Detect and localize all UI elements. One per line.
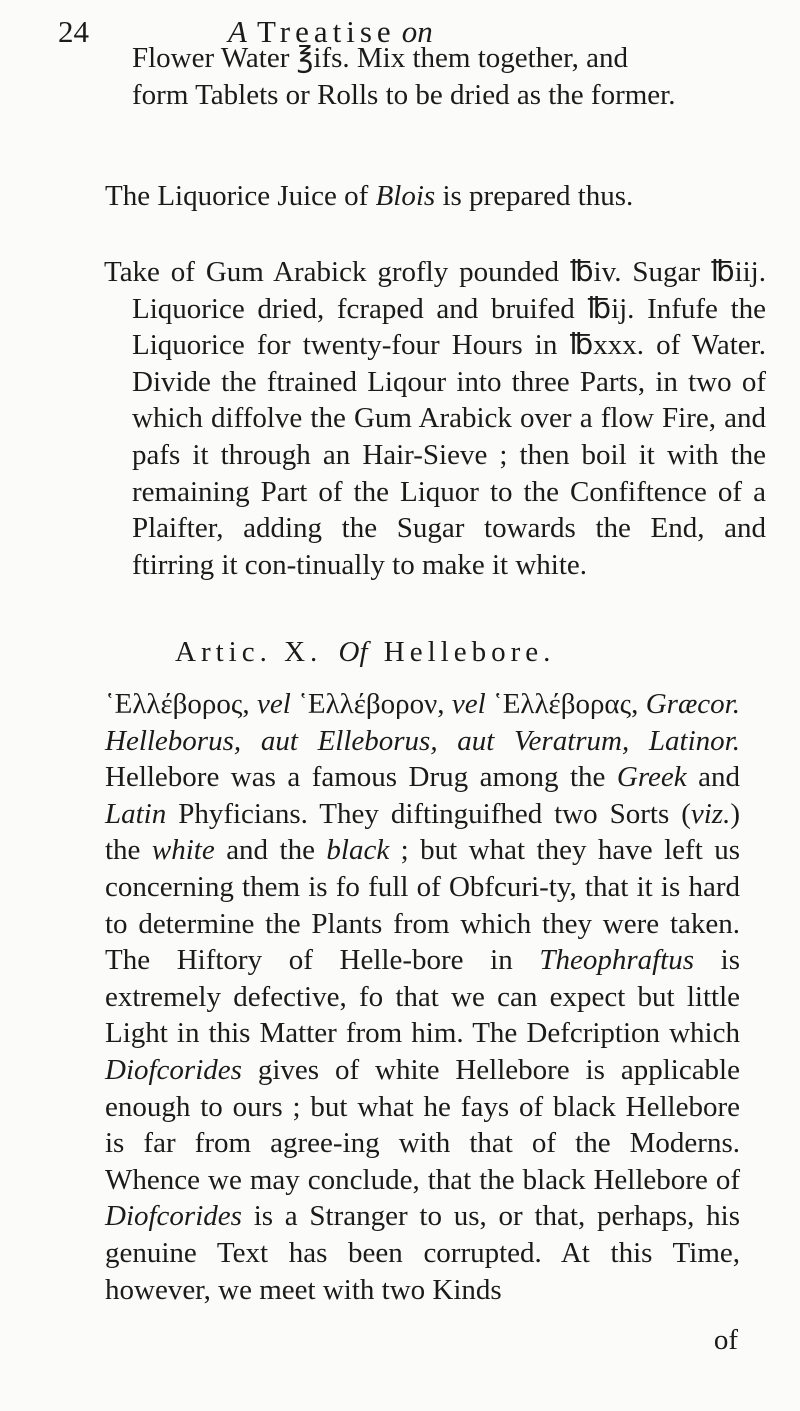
article-number: X.	[284, 636, 323, 668]
black-word: black	[326, 834, 390, 867]
graecor: Græcor.	[638, 688, 740, 720]
catchword: of	[713, 1324, 738, 1356]
article-heading	[175, 636, 555, 669]
p2-text-end: is prepared thus.	[435, 180, 634, 212]
blois-intro-paragraph	[105, 178, 735, 215]
dioscorides-2: Diofcorides	[105, 1200, 242, 1233]
continued-paragraph	[132, 40, 732, 113]
article-of: Of	[338, 636, 368, 668]
dioscorides-1: Diofcorides	[105, 1053, 242, 1086]
article-label: Artic.	[175, 636, 272, 668]
latinor: Latinor.	[629, 724, 740, 757]
aut-1: aut	[241, 724, 318, 757]
running-title-word: Treatise	[256, 14, 396, 49]
white-word: white	[151, 834, 215, 867]
p4-text-5: and the	[214, 834, 327, 867]
p4-text-6: ; but what they have left us concerning them is fo full of Obfcuri-ty, that it is hard to determine the Plants from which they were taken. The Hiftory of Helle-bore in	[105, 834, 740, 977]
p4-text-7: is extremely defective, fo that we can expect but little Light in this Matter from him. The Defcription which	[105, 944, 740, 1050]
greek-word: Greek	[616, 761, 687, 794]
running-title-on: on	[401, 14, 433, 49]
cont-line-2: form Tablets or Rolls to be dried as the former.	[132, 78, 676, 111]
theophrastus: Theophraftus	[539, 944, 695, 977]
viz: viz.	[690, 797, 731, 830]
latin-word: Latin	[105, 797, 167, 830]
p4-text-1: Hellebore was a famous Drug among the	[105, 761, 617, 794]
aut-2: aut	[437, 724, 515, 757]
recipe-paragraph: Take of Gum Arabick grofly pounded ℔iv. Sugar ℔iij. Liquorice dried, fcraped and bruifed ℔ij. Infufe the Liquorice for twenty-four Hours in ℔xxx. of Water. Divide the ftrained Liqour into three Parts, in two of which diffolve the Gum Arabick over a flow Fire, and pafs it through an Hair-Sieve ; then boil it with the remaining Part of the Liquor to the Confiftence of a Plaifter, adding the Sugar towards the End, and ftirring it con-tinually to make it white.	[104, 256, 766, 581]
greek-name-3: ῾Ελλέβορας,	[493, 688, 639, 720]
vel-2: vel	[444, 688, 494, 720]
blois-italic: Blois	[375, 180, 436, 212]
p4-text-2: and	[686, 761, 740, 794]
latin-name-1: Helleborus,	[105, 724, 242, 757]
p4-text-4: ) the	[105, 797, 740, 867]
cont-line-1: Flower Water ℥ifs. Mix them together, and	[132, 42, 628, 74]
article-title: Hellebore.	[383, 636, 556, 668]
latin-name-2: Elleborus,	[317, 724, 438, 757]
page-number: 24	[58, 14, 89, 49]
greek-name-2: ῾Ελλέβορον,	[298, 688, 445, 720]
p2-text: The Liquorice Juice of	[105, 180, 376, 212]
greek-name-1: ῾Ελλέβορος,	[105, 688, 250, 720]
vel-1: vel	[249, 688, 299, 720]
running-title-a: A	[228, 14, 247, 49]
hellebore-paragraph	[105, 686, 740, 1308]
p4-text-3: Phyficians. They diftinguifhed two Sorts (	[166, 797, 691, 830]
latin-name-3: Veratrum,	[514, 724, 630, 757]
p4-text-9: is a Stranger to us, or that, perhaps, his genuine Text has been corrupted. At this Time, however, we meet with two Kinds	[105, 1200, 740, 1306]
p4-text-8: gives of white Hellebore is applicable enough to ours ; but what he fays of black Hellebore is far from agree-ing with that of the Moderns. Whence we may conclude, that the black Hellebore of	[105, 1053, 740, 1196]
